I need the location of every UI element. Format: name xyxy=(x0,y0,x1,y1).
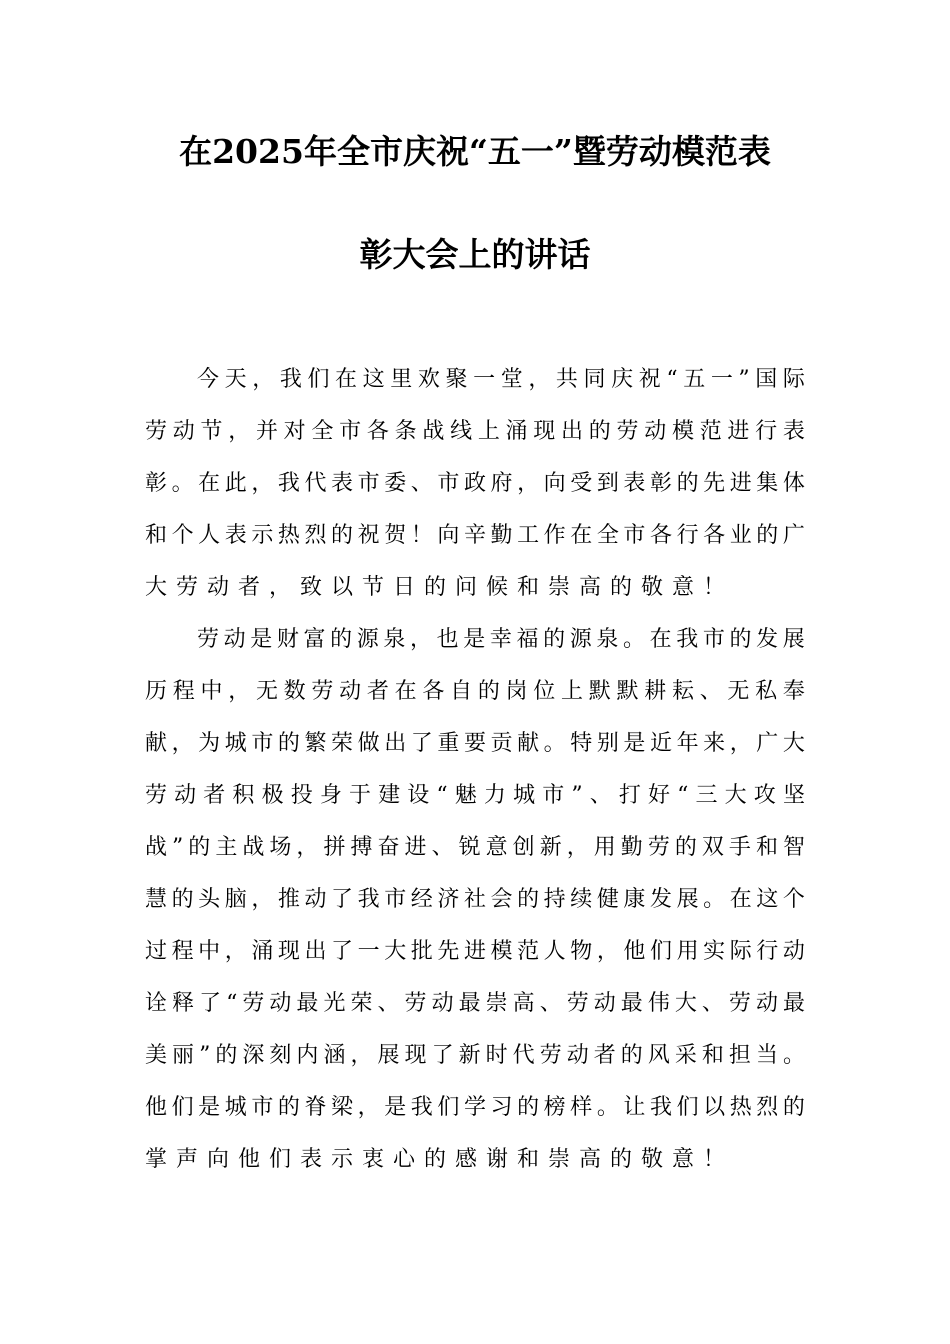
text-line: 美 丽 ” 的 深 刻 内 涵 ， 展 现 了 新 时 代 劳 动 者 的 风 采 和 担 当 。 xyxy=(145,1043,805,1068)
text-line: 献 ， 为 城 市 的 繁 荣 做 出 了 重 要 贡 献 。 特 别 是 近 年 来 ， 广 大 xyxy=(145,731,805,756)
text-line: 历 程 中 ， 无 数 劳 动 者 在 各 自 的 岗 位 上 默 默 耕 耘 、 无 私 奉 xyxy=(145,679,805,704)
paragraph-1 xyxy=(145,360,805,620)
paragraph-2 xyxy=(145,620,805,1192)
text-line: 劳 动 是 财 富 的 源 泉 ， 也 是 幸 福 的 源 泉 。 在 我 市 的 发 展 xyxy=(197,627,805,652)
document-title-line-1: 在2025年全市庆祝“五一”暨劳动模范表 xyxy=(179,132,771,171)
document-title-line-2: 彰大会上的讲话 xyxy=(359,235,591,274)
text-line: 和 个 人 表 示 热 烈 的 祝 贺 ！ 向 辛 勤 工 作 在 全 市 各 行 各 业 的 广 xyxy=(145,523,805,548)
text-line: 过 程 中 ， 涌 现 出 了 一 大 批 先 进 模 范 人 物 ， 他 们 用 实 际 行 动 xyxy=(145,939,805,964)
document-body xyxy=(145,360,805,1192)
text-line: 今 天 ， 我 们 在 这 里 欢 聚 一 堂 ， 共 同 庆 祝 “ 五 一 ” 国 际 xyxy=(197,367,805,392)
text-line: 大劳动者，致以节日的问候和崇高的敬意！ xyxy=(145,575,735,600)
text-line: 诠 释 了 “ 劳 动 最 光 荣 、 劳 动 最 崇 高 、 劳 动 最 伟 大 、 劳 动 最 xyxy=(145,991,805,1016)
text-line: 劳 动 者 积 极 投 身 于 建 设 “ 魅 力 城 市 ” 、 打 好 “ 三 大 攻 坚 xyxy=(145,783,805,808)
text-line: 掌声向他们表示衷心的感谢和崇高的敬意！ xyxy=(145,1147,735,1172)
text-line: 慧 的 头 脑 ， 推 动 了 我 市 经 济 社 会 的 持 续 健 康 发 展 。 在 这 个 xyxy=(145,887,805,912)
text-line: 他 们 是 城 市 的 脊 梁 ， 是 我 们 学 习 的 榜 样 。 让 我 们 以 热 烈 的 xyxy=(145,1095,805,1120)
text-line: 劳 动 节 ， 并 对 全 市 各 条 战 线 上 涌 现 出 的 劳 动 模 范 进 行 表 xyxy=(145,419,805,444)
text-line: 战 ” 的 主 战 场 ， 拼 搏 奋 进 、 锐 意 创 新 ， 用 勤 劳 的 双 手 和 智 xyxy=(145,835,805,860)
text-line: 彰 。 在 此 ， 我 代 表 市 委 、 市 政 府 ， 向 受 到 表 彰 的 先 进 集 体 xyxy=(145,471,805,496)
